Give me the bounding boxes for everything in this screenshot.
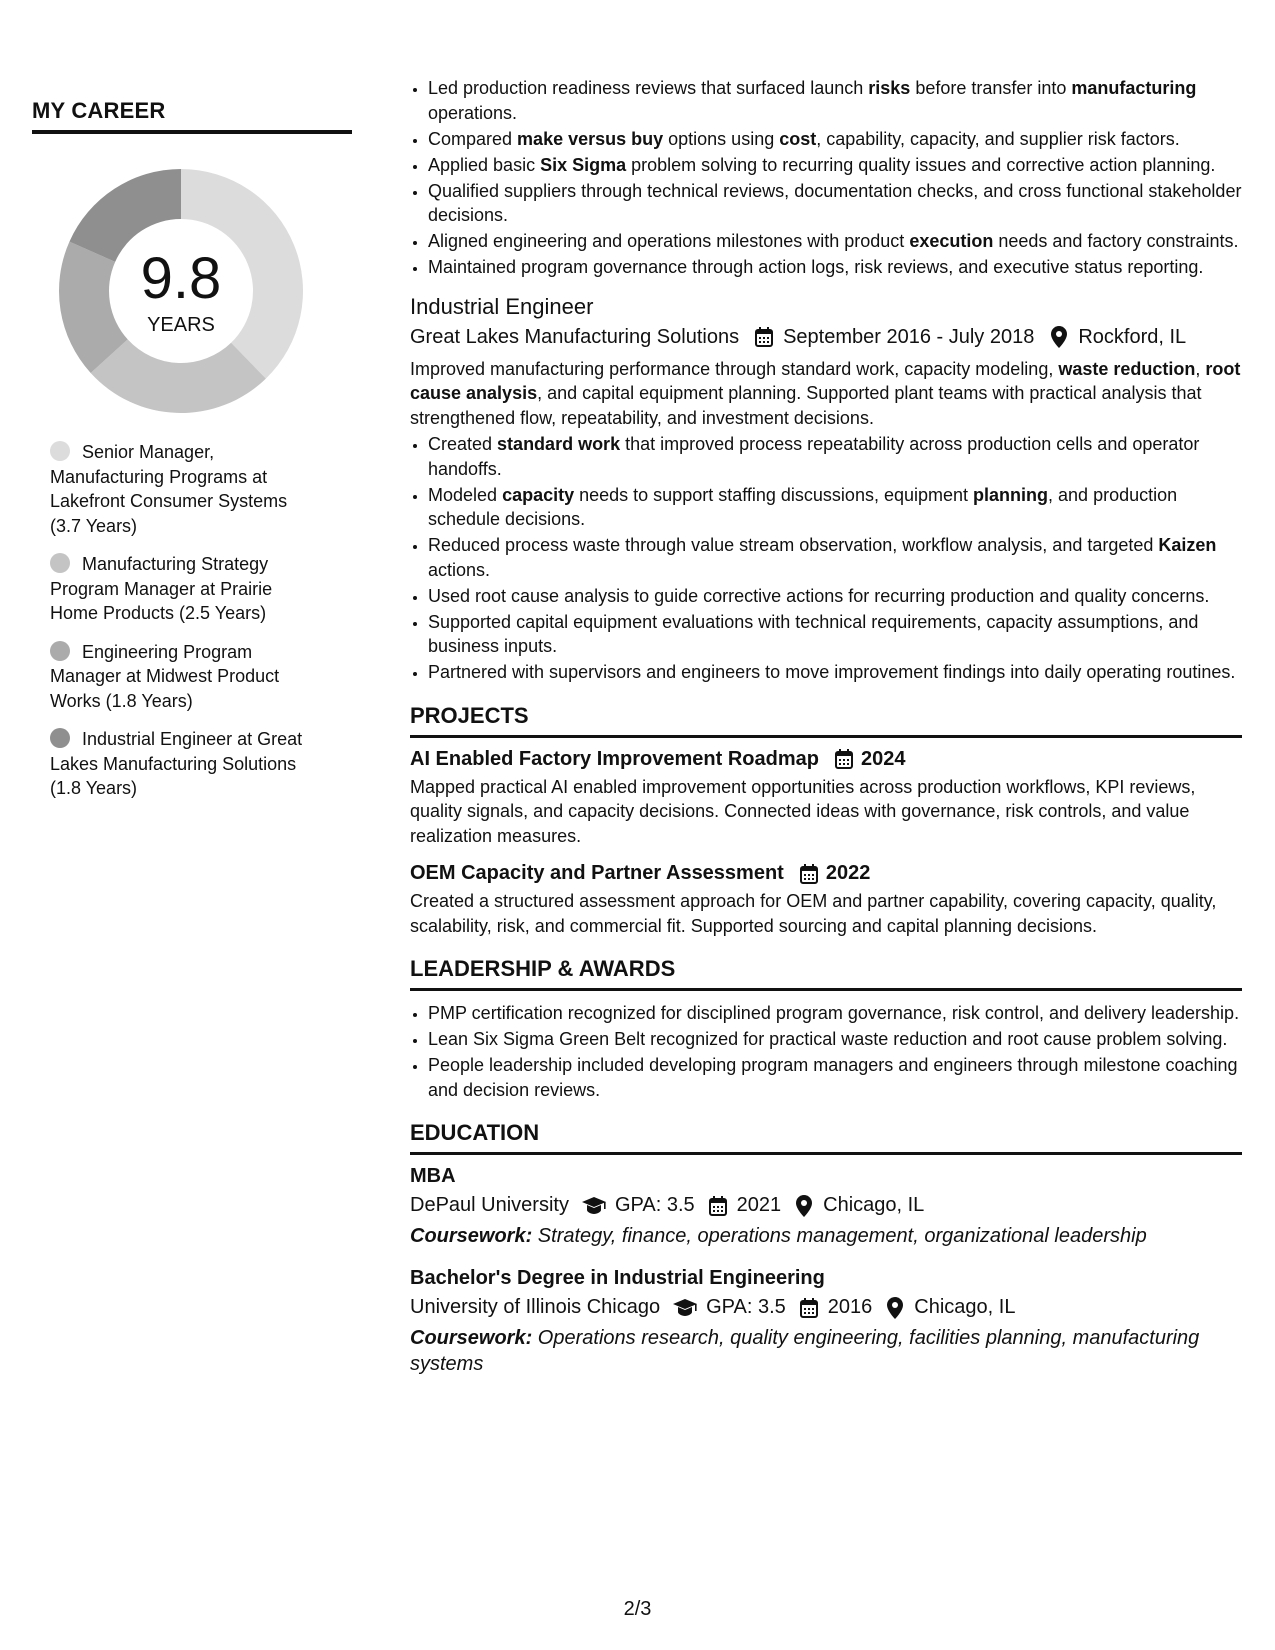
legend-dot [50,553,70,573]
calendar-icon [798,1297,820,1319]
edu-school: DePaul University [410,1194,569,1216]
project-description: Mapped practical AI enabled improvement opportunities across production workflows, KPI reviews, quality signals, and capacity decisions. Connected ideas with governance, risk controls, and value realization measures. [410,776,1196,846]
projects-list [410,748,1242,939]
projects-heading: PROJECTS [410,702,529,728]
job-bullets [410,432,1242,685]
edu-location: Chicago, IL [823,1194,925,1216]
job-location: Rockford, IL [1078,325,1187,348]
career-total-unit: YEARS [147,313,215,336]
career-heading-rule [32,130,352,134]
legend-item [50,440,320,538]
graduation-cap-icon [672,1297,698,1319]
legend-item [50,640,320,714]
education-heading: EDUCATION [410,1120,540,1145]
job-meta [410,326,1242,349]
leadership-item: • People leadership included developing program managers and engineers through milestone coaching and decision reviews. [428,1053,1242,1102]
edu-degree: MBA [410,1165,456,1187]
edu-gpa: GPA: 3.5 [706,1296,786,1318]
donut-center [56,166,306,416]
legend-dot [50,641,70,661]
map-pin-icon [884,1297,906,1319]
map-pin-icon [793,1195,815,1217]
project-title-row [410,862,1242,885]
job-bullet: • Modeled capacity needs to support staffing discussions, equipment planning, and production schedule decisions. [428,483,1242,532]
edu-year: 2016 [827,1296,873,1318]
main-content [410,76,1242,1377]
legend-dot [50,441,70,461]
leadership-item: • Lean Six Sigma Green Belt recognized for practical waste reduction and root cause problem solving. [428,1027,1242,1052]
job-bullet: • Supported capital equipment evaluations with technical requirements, capacity assumptions, and business inputs. [428,610,1242,659]
job-title: Industrial Engineer [410,293,594,319]
project-description: Created a structured assessment approach for OEM and partner capability, covering capacity, quality, scalability, risk, and commercial fit. Supported sourcing and capital planning decisions. [410,891,1217,936]
job-summary: Improved manufacturing performance through standard work, capacity modeling, waste reduction, root cause analysis, and capital equipment planning. Supported plant teams with practical analysis that strengthened flow, repeatability, and investment decisions. [410,358,1241,428]
legend-label: Industrial Engineer at Great Lakes Manufacturing Solutions (1.8 Years) [50,729,303,798]
legend-label: Manufacturing Strategy Program Manager at Prairie Home Products (2.5 Years) [50,554,273,623]
job-bullet: • Used root cause analysis to guide corrective actions for recurring production and quality concerns. [428,584,1242,609]
career-legend [50,440,320,801]
project-year: 2022 [825,862,871,884]
project-title: OEM Capacity and Partner Assessment [410,862,784,884]
legend-label: Senior Manager, Manufacturing Programs at Lakefront Consumer Systems (3.7 Years) [50,442,288,536]
projects-rule [410,735,1242,738]
leadership-list [410,1001,1242,1102]
job-company: Great Lakes Manufacturing Solutions [410,325,740,348]
edu-coursework: Coursework: Operations research, quality engineering, facilities planning, manufacturing systems [410,1327,1200,1375]
map-pin-icon [1048,326,1070,348]
edu-gpa: GPA: 3.5 [614,1194,695,1216]
job-dates: September 2016 - July 2018 [783,325,1035,348]
previous-job-bullet: • Compared make versus buy options using cost, capability, capacity, and supplier risk factors. [428,127,1242,152]
job-bullet: • Reduced process waste through value stream observation, workflow analysis, and targeted Kaizen actions. [428,533,1242,582]
edu-coursework: Coursework: Strategy, finance, operations management, organizational leadership [410,1225,1147,1247]
edu-school: University of Illinois Chicago [410,1296,661,1318]
edu-meta [410,1194,1242,1217]
leadership-heading: LEADERSHIP & AWARDS [410,956,676,981]
edu-degree: Bachelor's Degree in Industrial Engineering [410,1267,825,1289]
edu-year: 2021 [736,1194,782,1216]
leadership-rule [410,988,1242,991]
edu-location: Chicago, IL [914,1296,1016,1318]
legend-item [50,727,320,801]
education-rule [410,1152,1242,1155]
legend-dot [50,728,70,748]
previous-job-bullet: • Led production readiness reviews that surfaced launch risks before transfer into manufacturing operations. [428,76,1242,125]
edu-meta [410,1296,1242,1319]
career-heading: MY CAREER [32,98,166,123]
previous-job-bullet: • Maintained program governance through action logs, risk reviews, and executive status reporting. [428,255,1242,280]
job-bullet: • Partnered with supervisors and engineers to move improvement findings into daily operating routines. [428,660,1242,685]
calendar-icon [833,748,855,770]
job-bullet: • Created standard work that improved process repeatability across production cells and operator handoffs. [428,432,1242,481]
calendar-icon [707,1195,729,1217]
previous-job-bullet: • Aligned engineering and operations milestones with product execution needs and factory constraints. [428,229,1242,254]
previous-job-bullets [410,76,1242,280]
career-total-years: 9.8 [140,245,222,311]
career-donut-chart [56,166,306,416]
previous-job-bullet: • Applied basic Six Sigma problem solving to recurring quality issues and corrective action planning. [428,153,1242,178]
legend-item [50,552,320,626]
career-sidebar [32,98,352,815]
page-number: 2/3 [623,1598,652,1620]
legend-label: Engineering Program Manager at Midwest Product Works (1.8 Years) [50,641,280,711]
graduation-cap-icon [581,1195,607,1217]
education-list [410,1165,1242,1377]
project-year: 2024 [860,747,906,770]
calendar-icon [798,863,820,885]
project-title-row [410,748,1242,771]
calendar-icon [753,326,775,348]
leadership-item: • PMP certification recognized for disciplined program governance, risk control, and delivery leadership. [428,1001,1242,1026]
previous-job-bullet: • Qualified suppliers through technical reviews, documentation checks, and cross functional stakeholder decisions. [428,179,1242,228]
project-title: AI Enabled Factory Improvement Roadmap [410,747,819,770]
